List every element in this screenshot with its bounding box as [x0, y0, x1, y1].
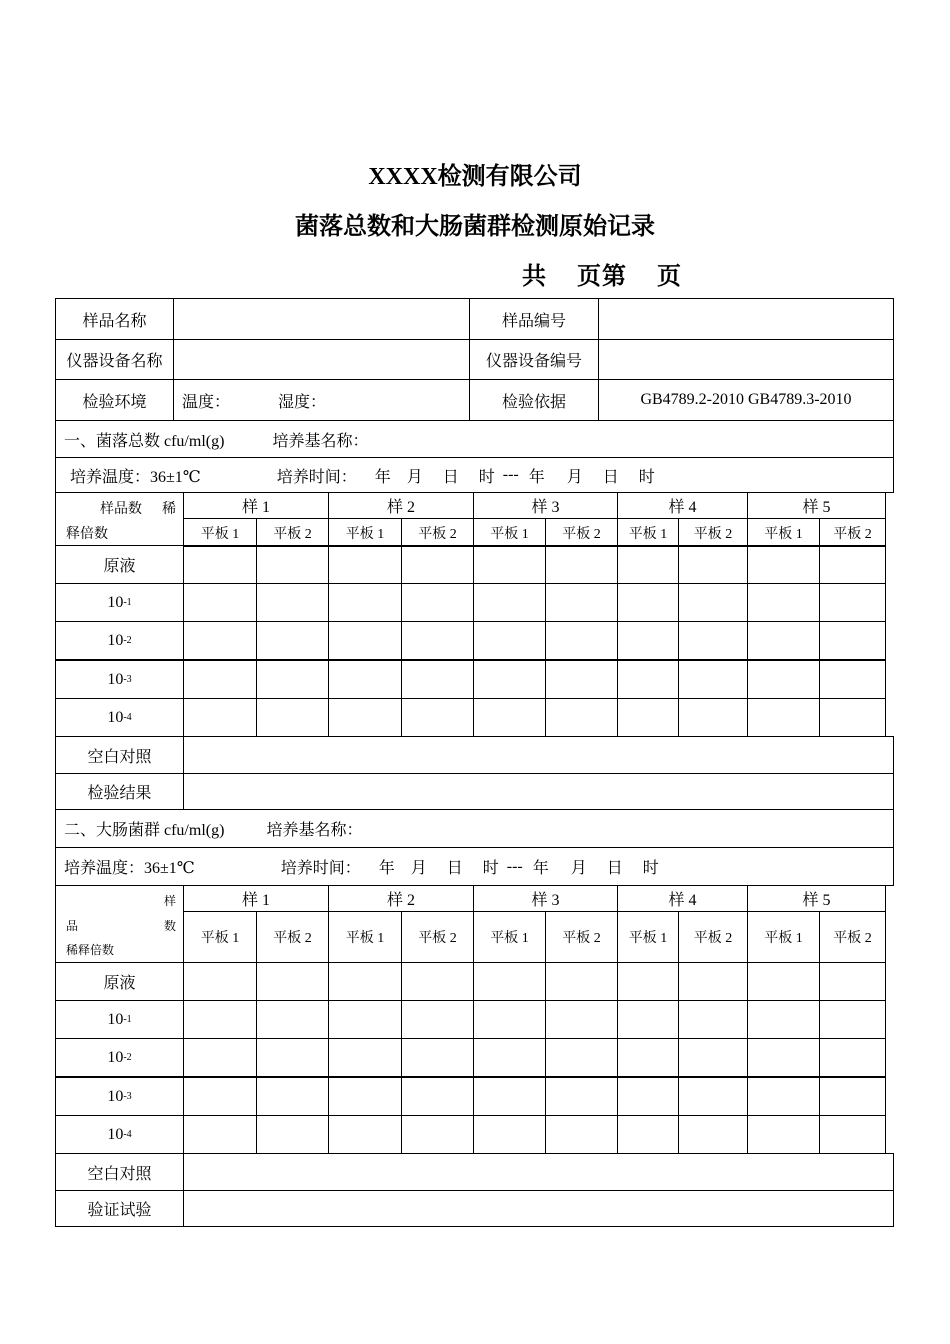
temp-label: 温度： [182, 393, 231, 411]
section2-count-cell[interactable] [747, 1038, 820, 1077]
page-counter [522, 256, 682, 291]
section2-count-cell[interactable] [819, 1115, 886, 1154]
section1-blank-field[interactable] [183, 736, 894, 774]
section1-count-cell[interactable] [473, 583, 546, 622]
env-field[interactable] [173, 379, 470, 421]
dilution-base: 10 [107, 1010, 124, 1028]
section2-count-cell[interactable] [545, 1038, 618, 1077]
section1-day-2: 日 [602, 468, 619, 486]
section1-diag-header [55, 492, 184, 546]
section2-plate-header: 平板 1 [747, 911, 820, 963]
section2-count-cell[interactable] [545, 1115, 618, 1154]
section2-incub-time: 培养时间： [280, 860, 361, 877]
section1-count-cell[interactable] [256, 698, 329, 737]
section1-count-cell[interactable] [545, 660, 618, 699]
section2-plate-header: 平板 1 [617, 911, 679, 963]
section1-count-cell[interactable] [617, 698, 679, 737]
section2-heading: 二、大肠菌群 cfu/ml(g) [64, 822, 225, 839]
section2-sample-header-1: 样 1 [183, 885, 329, 912]
dilution-base: 10 [107, 631, 124, 649]
section1-plate-header: 平板 1 [328, 518, 402, 547]
section2-hour-2: 时 [642, 860, 659, 877]
section2-count-cell[interactable] [819, 962, 886, 1001]
section2-count-cell[interactable] [473, 1115, 546, 1154]
section2-diag-c: 数 [164, 919, 177, 933]
section1-count-cell[interactable] [401, 621, 474, 660]
section2-count-cell[interactable] [256, 962, 329, 1001]
section1-count-cell[interactable] [617, 583, 679, 622]
section1-heading: 一、菌落总数 cfu/ml(g) [64, 432, 225, 450]
section1-count-cell[interactable] [678, 660, 748, 699]
section2-count-cell[interactable] [401, 1077, 474, 1116]
section1-medium-label: 培养基名称： [272, 432, 369, 450]
section2-plate-header: 平板 1 [183, 911, 257, 963]
page-no-label: 第 [602, 264, 627, 290]
section2-blank-label: 空白对照 [55, 1153, 184, 1191]
section2-sample-header-4: 样 4 [617, 885, 748, 912]
section1-count-cell[interactable] [678, 583, 748, 622]
section2-year-2: 年 [532, 860, 549, 877]
section2-sample-header-3: 样 3 [473, 885, 618, 912]
section1-dilution-label: 10 -2 [55, 621, 184, 660]
section2-dilution-label: 10 -4 [55, 1115, 184, 1154]
section2-count-cell[interactable] [473, 1077, 546, 1116]
section2-count-cell[interactable] [678, 1038, 748, 1077]
section1-plate-header: 平板 1 [473, 518, 546, 547]
section1-plate-header: 平板 1 [747, 518, 820, 547]
section1-count-cell[interactable] [747, 660, 820, 699]
section1-incubation-row [55, 457, 894, 493]
section1-day: 日 [442, 468, 459, 486]
section1-count-cell[interactable] [747, 545, 820, 584]
section1-count-cell[interactable] [256, 621, 329, 660]
section2-count-cell[interactable] [747, 962, 820, 1001]
section2-count-cell[interactable] [401, 962, 474, 1001]
section2-day: 日 [446, 860, 463, 877]
section2-count-cell[interactable] [183, 1077, 257, 1116]
section1-hour-2: 时 [638, 468, 655, 486]
basis-value: GB4789.2-2010 GB4789.3-2010 [598, 379, 894, 421]
sample-no-field[interactable] [598, 298, 894, 340]
section1-count-cell[interactable] [473, 621, 546, 660]
sample-name-label: 样品名称 [55, 298, 174, 340]
section2-count-cell[interactable] [819, 1077, 886, 1116]
section1-count-cell[interactable] [617, 545, 679, 584]
section2-day-2: 日 [606, 860, 623, 877]
section1-count-cell[interactable] [545, 583, 618, 622]
section1-dilution-label: 10 -4 [55, 698, 184, 737]
page-total-label: 共 [522, 264, 547, 290]
section2-count-cell[interactable] [183, 1115, 257, 1154]
section1-count-cell[interactable] [545, 545, 618, 584]
section1-diag-top: 样品数 [100, 502, 142, 517]
section1-count-cell[interactable] [678, 621, 748, 660]
instrument-no-field[interactable] [598, 339, 894, 380]
section1-incub-temp: 培养温度：36±1℃ [70, 468, 201, 486]
sample-name-field[interactable] [173, 298, 470, 340]
section2-count-cell[interactable] [473, 962, 546, 1001]
section1-diag-bottom: 释倍数 [66, 527, 108, 542]
section2-count-cell[interactable] [545, 962, 618, 1001]
section2-count-cell[interactable] [401, 1000, 474, 1039]
section1-plate-header: 平板 2 [678, 518, 748, 547]
instrument-no-label: 仪器设备编号 [469, 339, 599, 380]
section1-count-cell[interactable] [328, 545, 402, 584]
section1-count-cell[interactable] [328, 583, 402, 622]
section2-count-cell[interactable] [617, 1115, 679, 1154]
instrument-name-field[interactable] [173, 339, 470, 380]
section1-count-cell[interactable] [328, 698, 402, 737]
humidity-label: 湿度： [278, 393, 327, 411]
section2-count-cell[interactable] [617, 962, 679, 1001]
section1-count-cell[interactable] [819, 621, 886, 660]
section2-hour: 时 [482, 860, 499, 877]
section2-count-cell[interactable] [328, 962, 402, 1001]
section2-count-cell[interactable] [328, 1038, 402, 1077]
section1-month-2: 月 [566, 468, 583, 486]
section2-month-2: 月 [570, 860, 587, 877]
section2-plate-header: 平板 2 [256, 911, 329, 963]
section1-count-cell[interactable] [819, 583, 886, 622]
section2-incub-temp: 培养温度：36±1℃ [64, 860, 195, 877]
section1-count-cell[interactable] [401, 698, 474, 737]
section1-count-cell[interactable] [256, 660, 329, 699]
section1-count-cell[interactable] [183, 660, 257, 699]
section2-count-cell[interactable] [473, 1000, 546, 1039]
section1-plate-header: 平板 2 [401, 518, 474, 547]
section1-count-cell[interactable] [678, 698, 748, 737]
section1-sample-header-4: 样 4 [617, 492, 748, 519]
section2-year: 年 [378, 860, 395, 877]
section2-count-cell[interactable] [183, 1038, 257, 1077]
section2-diag-header [55, 885, 184, 963]
section1-sample-header-3: 样 3 [473, 492, 618, 519]
section1-count-cell[interactable] [473, 660, 546, 699]
dilution-base: 10 [107, 1048, 124, 1066]
section1-result-field[interactable] [183, 773, 894, 810]
section1-blank-label: 空白对照 [55, 736, 184, 774]
instrument-name-label: 仪器设备名称 [55, 339, 174, 380]
section1-dash: --- [502, 466, 519, 483]
section2-heading-row [55, 809, 894, 848]
section2-count-cell[interactable] [545, 1077, 618, 1116]
section2-count-cell[interactable] [256, 1000, 329, 1039]
section1-incub-time: 培养时间： [276, 468, 357, 486]
section2-count-cell[interactable] [256, 1038, 329, 1077]
section2-count-cell[interactable] [617, 1038, 679, 1077]
section1-count-cell[interactable] [747, 621, 820, 660]
section2-dash: --- [506, 857, 523, 875]
company-name: XXXX检测有限公司 [368, 164, 582, 190]
section2-count-cell[interactable] [401, 1115, 474, 1154]
section1-month: 月 [406, 468, 423, 486]
section2-count-cell[interactable] [545, 1000, 618, 1039]
basis-label: 检验依据 [469, 379, 599, 421]
section2-plate-header: 平板 2 [678, 911, 748, 963]
section1-count-cell[interactable] [183, 621, 257, 660]
section1-count-cell[interactable] [819, 545, 886, 584]
section1-count-cell[interactable] [183, 583, 257, 622]
section1-count-cell[interactable] [401, 660, 474, 699]
dilution-base: 10 [107, 1125, 124, 1143]
section2-sample-header-5: 样 5 [747, 885, 886, 912]
page-unit2-label: 页 [657, 264, 682, 290]
section1-count-cell[interactable] [819, 698, 886, 737]
section1-plate-header: 平板 2 [819, 518, 886, 547]
section2-verify-label: 验证试验 [55, 1190, 184, 1227]
section2-count-cell[interactable] [747, 1000, 820, 1039]
section1-dilution-label: 10 -3 [55, 660, 184, 699]
section2-plate-header: 平板 1 [473, 911, 546, 963]
section1-heading-row [55, 420, 894, 458]
document-title: 菌落总数和大肠菌群检测原始记录 [295, 214, 655, 240]
page-unit-label: 页 [577, 264, 602, 290]
section1-count-cell[interactable] [401, 583, 474, 622]
section1-count-cell[interactable] [183, 545, 257, 584]
section1-count-cell[interactable] [183, 698, 257, 737]
dilution-base: 10 [107, 1087, 124, 1105]
section1-count-cell[interactable] [473, 545, 546, 584]
section1-count-cell[interactable] [747, 583, 820, 622]
section2-verify-field[interactable] [183, 1190, 894, 1227]
section2-count-cell[interactable] [328, 1000, 402, 1039]
section2-count-cell[interactable] [183, 1000, 257, 1039]
section1-dilution-label: 10 -1 [55, 583, 184, 622]
section1-hour: 时 [478, 468, 495, 486]
section2-diag-a: 样 [164, 894, 177, 908]
section2-dilution-label: 10 -3 [55, 1077, 184, 1116]
section2-plate-header: 平板 1 [328, 911, 402, 963]
section1-count-cell[interactable] [401, 545, 474, 584]
section1-plate-header: 平板 2 [256, 518, 329, 547]
section2-blank-field[interactable] [183, 1153, 894, 1191]
section1-count-cell[interactable] [328, 660, 402, 699]
section1-count-cell[interactable] [545, 698, 618, 737]
section1-count-cell[interactable] [256, 545, 329, 584]
section1-count-cell[interactable] [617, 660, 679, 699]
section1-count-cell[interactable] [747, 698, 820, 737]
section2-count-cell[interactable] [819, 1000, 886, 1039]
section2-count-cell[interactable] [678, 1115, 748, 1154]
section2-count-cell[interactable] [617, 1000, 679, 1039]
dilution-base: 10 [107, 708, 124, 726]
section1-count-cell[interactable] [819, 660, 886, 699]
section2-count-cell[interactable] [401, 1038, 474, 1077]
section1-plate-header: 平板 1 [617, 518, 679, 547]
section2-diag-b: 品 [66, 919, 79, 933]
section2-medium-label: 培养基名称： [266, 822, 363, 839]
section2-count-cell[interactable] [819, 1038, 886, 1077]
section1-sample-header-5: 样 5 [747, 492, 886, 519]
section2-plate-header: 平板 2 [819, 911, 886, 963]
section2-count-cell[interactable] [328, 1077, 402, 1116]
section1-result-label: 检验结果 [55, 773, 184, 810]
section1-count-cell[interactable] [678, 545, 748, 584]
section2-count-cell[interactable] [328, 1115, 402, 1154]
section2-count-cell[interactable] [678, 962, 748, 1001]
section1-year: 年 [374, 468, 391, 486]
section2-count-cell[interactable] [256, 1077, 329, 1116]
section2-count-cell[interactable] [617, 1077, 679, 1116]
env-label: 检验环境 [55, 379, 174, 421]
section1-plate-header: 平板 2 [545, 518, 618, 547]
section2-month: 月 [410, 860, 427, 877]
section2-dilution-label: 10 -1 [55, 1000, 184, 1039]
section1-count-cell[interactable] [328, 621, 402, 660]
section2-plate-header: 平板 2 [401, 911, 474, 963]
section2-count-cell[interactable] [747, 1115, 820, 1154]
section1-count-cell[interactable] [617, 621, 679, 660]
section2-incubation-row [55, 847, 894, 886]
section1-sample-header-2: 样 2 [328, 492, 474, 519]
section1-count-cell[interactable] [256, 583, 329, 622]
section2-dilution-label: 原液 [55, 962, 184, 1001]
section1-dilution-label: 原液 [55, 545, 184, 584]
section2-count-cell[interactable] [747, 1077, 820, 1116]
section2-plate-header: 平板 2 [545, 911, 618, 963]
section1-year-2: 年 [528, 468, 545, 486]
dilution-base: 10 [107, 593, 124, 611]
section2-count-cell[interactable] [473, 1038, 546, 1077]
section2-count-cell[interactable] [678, 1000, 748, 1039]
dilution-base: 10 [107, 670, 124, 688]
section2-sample-header-2: 样 2 [328, 885, 474, 912]
section1-sample-header-1: 样 1 [183, 492, 329, 519]
section1-count-cell[interactable] [473, 698, 546, 737]
section2-dilution-label: 10 -2 [55, 1038, 184, 1077]
section2-diag-d: 稀释倍数 [66, 943, 115, 957]
section1-diag-right: 稀 [162, 502, 176, 517]
section2-count-cell[interactable] [183, 962, 257, 1001]
section1-count-cell[interactable] [545, 621, 618, 660]
section2-count-cell[interactable] [256, 1115, 329, 1154]
section1-plate-header: 平板 1 [183, 518, 257, 547]
sample-no-label: 样品编号 [469, 298, 599, 340]
section2-count-cell[interactable] [678, 1077, 748, 1116]
